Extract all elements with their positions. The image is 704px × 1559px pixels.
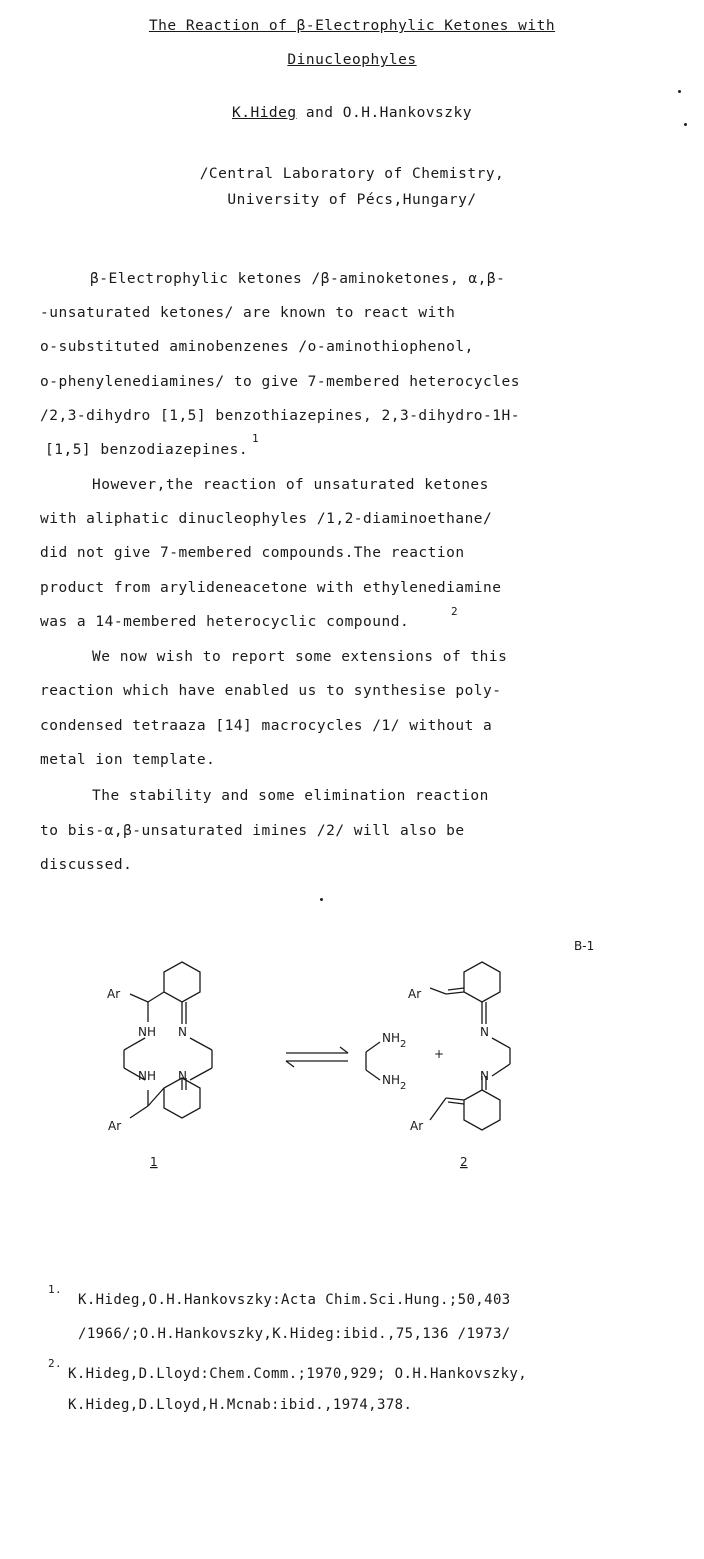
- nh2-label-a: $NH_2$: [382, 1031, 407, 1050]
- speck: [678, 90, 681, 93]
- affiliation-line-1: /Central Laboratory of Chemistry,: [199, 166, 505, 182]
- authors: [0, 105, 704, 121]
- p1-line-4: o-phenylenediamines/ to give 7-membered heterocycles: [40, 374, 520, 390]
- n-label-2a: N: [480, 1025, 489, 1039]
- p1-line-6: [1,5] benzodiazepines.: [45, 442, 249, 458]
- compound-2-structure: [430, 962, 510, 1130]
- p3-line-3: condensed tetraaza [14] macrocycles /1/ without a: [40, 718, 493, 734]
- ref-1-line-2: /1966/;O.H.Hankovszky,K.Hideg:ibid.,75,136 /1973/: [78, 1326, 511, 1342]
- cyclohexane-ring-bottom-2: [464, 1090, 500, 1130]
- ref-2-number: 2.: [48, 1357, 63, 1370]
- p2-line-2: with aliphatic dinucleophyles /1,2-diaminoethane/: [40, 511, 493, 527]
- nh2-label-b: $NH_2$: [382, 1073, 407, 1092]
- n-label-1a: N: [178, 1025, 187, 1039]
- ref-2-line-1: K.Hideg,D.Lloyd:Chem.Comm.;1970,929; O.H.Hankovszky,: [68, 1366, 528, 1382]
- p1-line-2: -unsaturated ketones/ are known to react with: [40, 305, 456, 321]
- ref-marker-2: 2: [451, 605, 458, 618]
- nh-label-1a: NH: [138, 1025, 156, 1039]
- p2-line-3: did not give 7-membered compounds.The reaction: [40, 545, 465, 561]
- equilibrium-arrows: [286, 1047, 348, 1067]
- n-label-1b: N: [178, 1069, 187, 1083]
- p3-line-4: metal ion template.: [40, 752, 216, 768]
- p4-line-1: The stability and some elimination reaction: [92, 788, 489, 804]
- p3-line-2: reaction which have enabled us to synthesise poly-: [40, 683, 502, 699]
- p4-line-3: discussed.: [40, 857, 133, 873]
- ref-1-line-1: K.Hideg,O.H.Hankovszky:Acta Chim.Sci.Hung.;50,403: [78, 1292, 511, 1308]
- compound-1-label: 1: [150, 1155, 158, 1169]
- affiliation-line-2: University of Pécs,Hungary/: [227, 192, 477, 208]
- cyclohexane-ring-top: [164, 962, 200, 1002]
- cyclohexane-ring-top-2: [464, 962, 500, 1002]
- reaction-scheme: [0, 930, 704, 1190]
- author-rest: and O.H.Hankovszky: [305, 105, 472, 121]
- ref-2-line-2: K.Hideg,D.Lloyd,H.Mcnab:ibid.,1974,378.: [68, 1397, 413, 1413]
- ar-label-1a: Ar: [107, 987, 121, 1001]
- ar-label-1b: Ar: [108, 1119, 122, 1133]
- speck: [320, 898, 323, 901]
- p4-line-2: to bis-α,β-unsaturated imines /2/ will also be: [40, 823, 465, 839]
- title-line-1: The Reaction of β-Electrophylic Ketones with: [148, 18, 556, 34]
- p1-line-1: β-Electrophylic ketones /β-aminoketones, α,β-: [90, 271, 506, 287]
- p1-line-5: /2,3-dihydro [1,5] benzothiazepines, 2,3-dihydro-1H-: [40, 408, 520, 424]
- p2-line-5: was a 14-membered heterocyclic compound.: [40, 614, 410, 630]
- author-underlined: K.Hideg: [232, 105, 297, 121]
- ref-marker-1: 1: [252, 432, 259, 445]
- p1-line-3: o-substituted aminobenzenes /o-aminothiophenol,: [40, 339, 474, 355]
- plus-sign: +: [434, 1047, 445, 1061]
- ar-label-2a: Ar: [408, 987, 422, 1001]
- compound-2-label: 2: [460, 1155, 468, 1169]
- ref-1-number: 1.: [48, 1283, 63, 1296]
- p3-line-1: We now wish to report some extensions of this: [92, 649, 508, 665]
- n-label-2b: N: [480, 1069, 489, 1083]
- compound-1-structure: [124, 962, 212, 1118]
- p2-line-4: product from arylideneacetone with ethylenediamine: [40, 580, 502, 596]
- ethylenediamine-structure: [366, 1042, 380, 1080]
- speck: [684, 123, 687, 126]
- p2-line-1: However,the reaction of unsaturated ketones: [92, 477, 489, 493]
- page-code: B-1: [574, 939, 595, 953]
- nh-label-1b: NH: [138, 1069, 156, 1083]
- ar-label-2b: Ar: [410, 1119, 424, 1133]
- title-line-2: Dinucleophyles: [287, 52, 417, 68]
